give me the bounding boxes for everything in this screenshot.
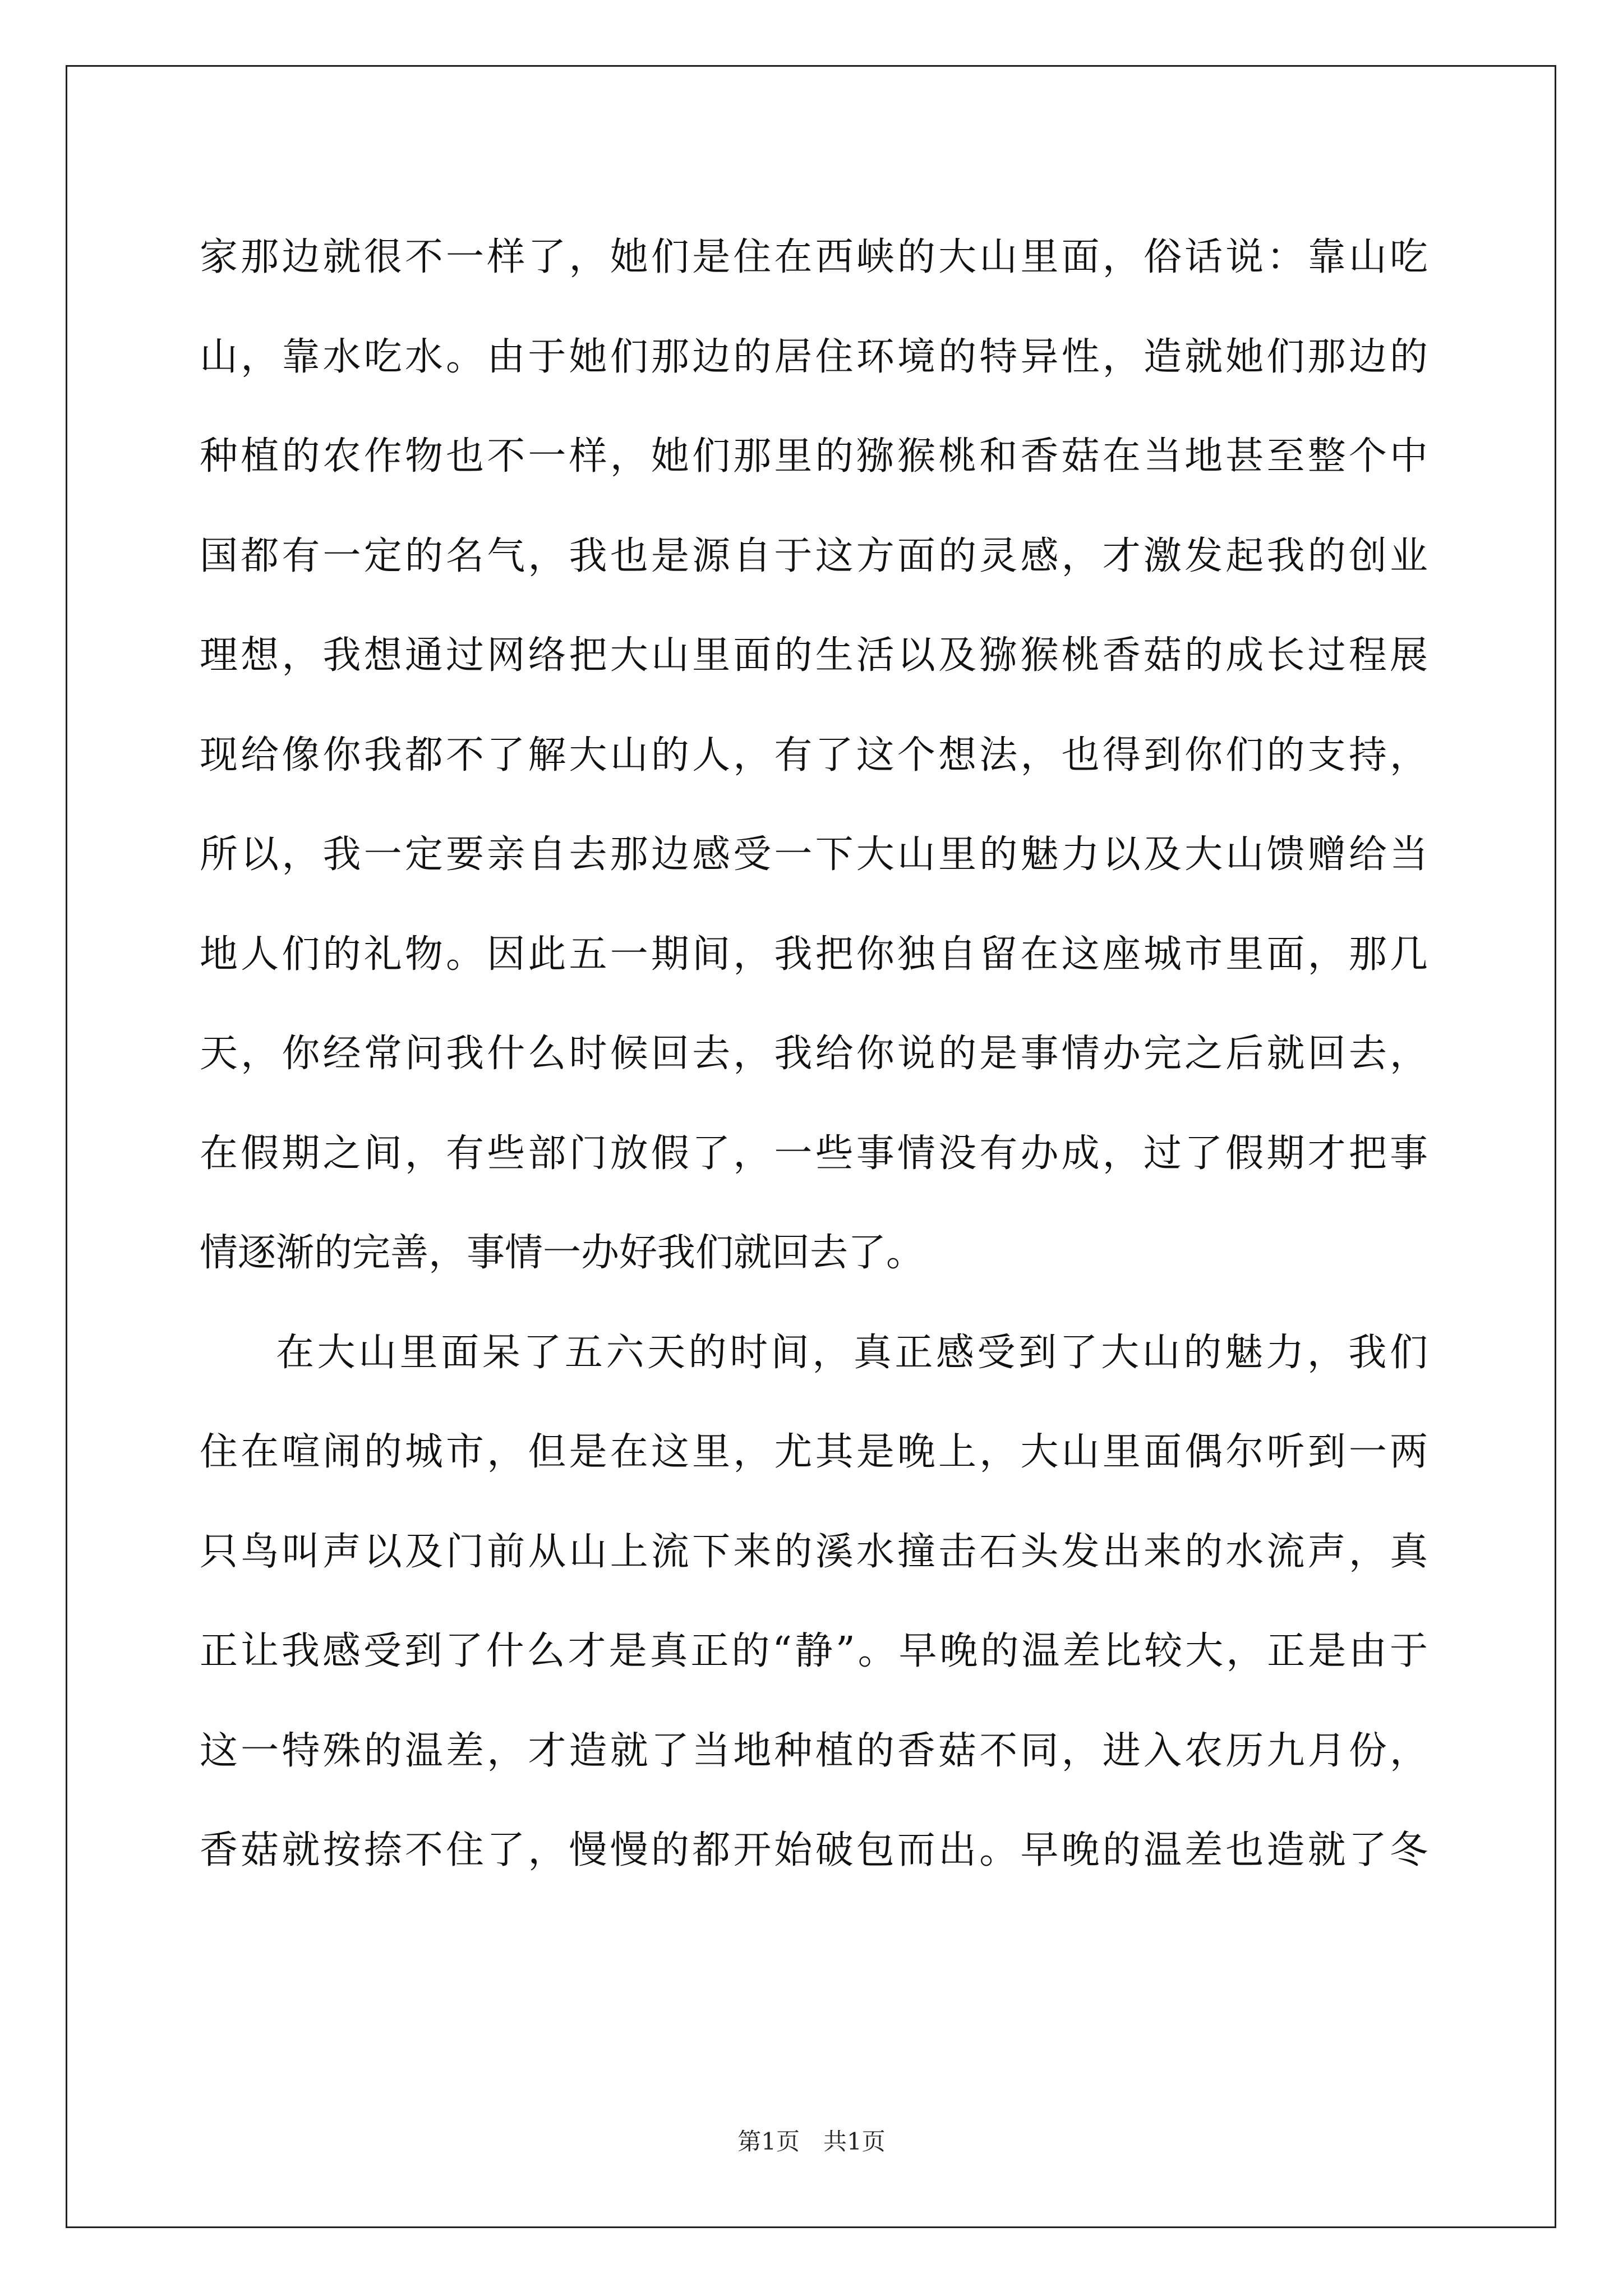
text-line: 理想，我想通过网络把大山里面的生活以及猕猴桃香菇的成长过程展 [200,633,1428,678]
text-line: 种植的农作物也不一样，她们那里的猕猴桃和香菇在当地甚至整个中 [200,434,1428,478]
text-line: 情逐渐的完善，事情一办好我们就回去了。 [200,1231,925,1275]
text-line: 天，你经常问我什么时候回去，我给你说的是事情办完之后就回去， [200,1032,1428,1076]
text-line: 在假期之间，有些部门放假了，一些事情没有办成，过了假期才把事 [200,1131,1428,1176]
document-body [200,208,1428,1901]
text-line: 所以，我一定要亲自去那边感受一下大山里的魅力以及大山馈赠给当 [200,832,1428,877]
text-line: 现给像你我都不了解大山的人，有了这个想法，也得到你们的支持， [200,733,1428,777]
text-line: 国都有一定的名气，我也是源自于这方面的灵感，才激发起我的创业 [200,533,1428,578]
paragraph-first-line: 在大山里面呆了五六天的时间，真正感受到了大山的魅力，我们 [276,1330,1428,1375]
text-line: 地人们的礼物。因此五一期间，我把你独自留在这座城市里面，那几 [200,932,1428,977]
text-line: 住在喧闹的城市，但是在这里，尤其是晚上，大山里面偶尔听到一两 [200,1430,1428,1474]
text-line: 山，靠水吃水。由于她们那边的居住环境的特异性，造就她们那边的 [200,334,1428,379]
text-line: 家那边就很不一样了，她们是住在西峡的大山里面，俗话说：靠山吃 [200,235,1428,279]
text-line: 正让我感受到了什么才是真正的“静”。早晚的温差比较大，正是由于 [200,1629,1428,1673]
text-line: 只鸟叫声以及门前从山上流下来的溪水撞击石头发出来的水流声，真 [200,1529,1428,1574]
page-number-footer: 第1页 共1页 [737,2128,886,2155]
text-line: 这一特殊的温差，才造就了当地种植的香菇不同，进入农历九月份， [200,1728,1428,1773]
text-line: 香菇就按捺不住了，慢慢的都开始破包而出。早晚的温差也造就了冬 [200,1828,1428,1872]
